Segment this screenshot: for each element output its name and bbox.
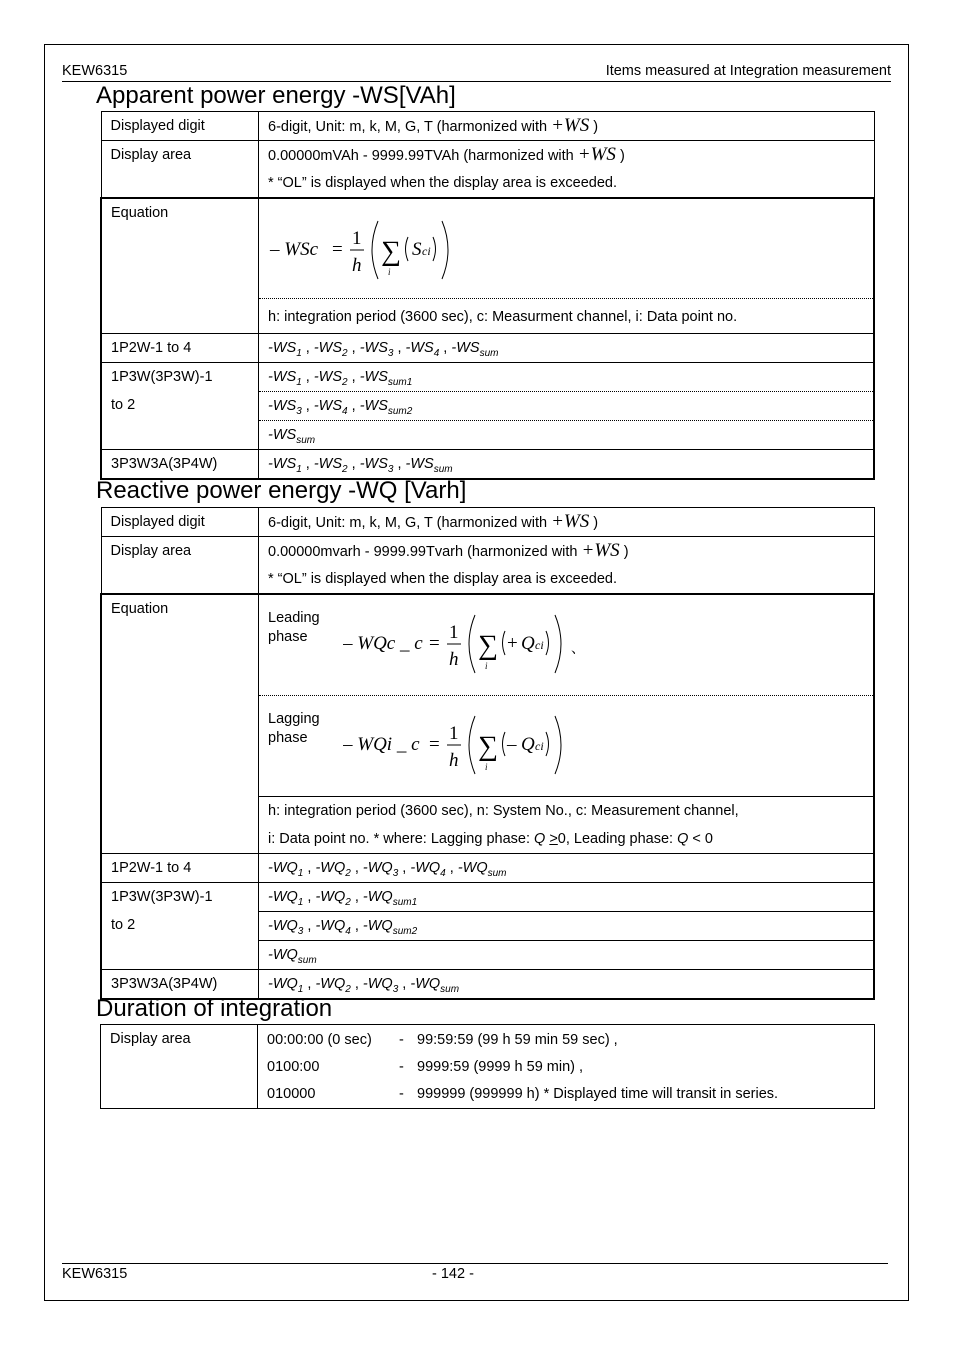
svg-text:Q: Q xyxy=(521,734,535,755)
svg-text:、: 、 xyxy=(571,642,585,657)
wq-plus-symbol: +WS xyxy=(551,511,590,532)
wq-leading-label-b: phase xyxy=(268,629,308,645)
wq-row-displayed-digit: Displayed digit 6-digit, Unit: m, k, M, G, T (harmonized with +WS ) xyxy=(101,508,874,537)
ws-displayed-digit-label: Displayed digit xyxy=(110,118,205,134)
wq-displayed-digit-value: 6-digit, Unit: m, k, M, G, T (harmonized with xyxy=(268,515,548,531)
svg-text:– WQc _ c: – WQc _ c xyxy=(343,633,423,654)
duration-line-3: 010000 - 999999 (999999 h) * Displayed time will transit in series. xyxy=(267,1086,779,1102)
ws-row-1p3w xyxy=(101,363,874,450)
wq-1p2w-values: $-WQ_1$ , $-WQ_2$ , $-WQ_3$ , $-WQ_4$ , $-WQ_{sum}$ xyxy=(268,860,507,879)
svg-text:=: = xyxy=(332,239,343,260)
svg-text:h: h xyxy=(449,750,459,771)
svg-text:ci: ci xyxy=(422,244,431,258)
ws-row-displayed-digit: Displayed digit 6-digit, Unit: m, k, M, G, T (harmonized with +WS ) xyxy=(101,112,874,141)
wq-lagging-label-b: phase xyxy=(268,730,308,746)
ws-1p3w-values-3: $-WS_{sum}$ xyxy=(259,420,873,449)
duration-line-2: 0100:00 - 9999:59 (9999 h 59 min) , xyxy=(267,1059,584,1075)
duration-section-title: Duration of integration xyxy=(96,995,333,1022)
ws-row-3p3w3a xyxy=(101,450,874,480)
wq-equation-label: Equation xyxy=(111,601,169,617)
page-header xyxy=(62,63,891,82)
svg-text:∑: ∑ xyxy=(381,236,401,267)
svg-text:1: 1 xyxy=(352,228,362,249)
ws-1p3w-values-2: $-WS_3$ , $-WS_4$ , $-WS_{sum2}$ xyxy=(259,391,873,420)
wq-1p3w-values-1: $-WQ_1$ , $-WQ_2$ , $-WQ_{sum1}$ xyxy=(268,889,418,908)
ws-1p3w-values-1: $-WS_1$ , $-WS_2$ , $-WS_{sum1}$ xyxy=(268,369,413,388)
wq-1p3w-label-a: 1P3W(3P3W)-1 xyxy=(111,889,213,905)
svg-text:S: S xyxy=(412,239,422,260)
ws-display-area-value: 0.00000mVAh - 9999.99TVAh (harmonized with xyxy=(268,148,574,164)
wq-1p3w-label-b: to 2 xyxy=(111,917,136,933)
wq-displayed-digit-label: Displayed digit xyxy=(110,514,205,530)
ws-1p2w-values: $-WS_1$ , $-WS_2$ , $-WS_3$ , $-WS_4$ , $-WS_{sum}$ xyxy=(268,340,499,359)
wq-row-1p3w xyxy=(101,883,874,970)
header-section: Items measured at Integration measurement xyxy=(605,63,891,79)
ws-display-area-label: Display area xyxy=(110,147,192,163)
ws-3p3w3a-label: 3P3W3A(3P4W) xyxy=(111,456,218,472)
wq-lagging-label-a: Lagging xyxy=(268,711,320,727)
svg-text:h: h xyxy=(449,649,459,670)
wq-1p3w-values-3: $-WQ_{sum}$ xyxy=(259,940,873,969)
ws-ol-note: * “OL” is displayed when the display area is exceeded. xyxy=(268,175,617,191)
wq-note-line-2: i: Data point no. * where: Lagging phase: Q >0, Leading phase: Q < 0 xyxy=(268,831,713,847)
wq-3p3w3a-values: $-WQ_1$ , $-WQ_2$ , $-WQ_3$ , $-WQ_{sum}$ xyxy=(268,976,460,995)
ws-plus-symbol: +WS xyxy=(551,115,590,136)
wq-row-1p2w xyxy=(101,854,874,883)
ws-1p3w-label-a: 1P3W(3P3W)-1 xyxy=(111,369,213,385)
svg-text:=: = xyxy=(429,633,440,654)
duration-row xyxy=(101,1025,875,1109)
ws-plus-symbol-2: +WS xyxy=(577,144,616,165)
page-footer xyxy=(62,1263,888,1286)
ws-table xyxy=(100,111,875,480)
svg-text:– WQi _ c: – WQi _ c xyxy=(343,734,420,755)
ws-row-display-area: Display area 0.00000mVAh - 9999.99TVAh (harmonized with +WS ) * “OL” is displayed when the display area is exceeded. xyxy=(101,141,874,199)
wq-1p3w-values-2: $-WQ_3$ , $-WQ_4$ , $-WQ_{sum2}$ xyxy=(259,911,873,940)
wq-note-line-1: h: integration period (3600 sec), n: System No., c: Measurement channel, xyxy=(268,803,739,819)
wq-row-equation xyxy=(101,594,874,854)
svg-text:1: 1 xyxy=(449,622,459,643)
svg-text:=: = xyxy=(429,734,440,755)
page-number: - 142 - xyxy=(432,1266,474,1282)
svg-text:ci: ci xyxy=(535,638,544,652)
duration-table xyxy=(100,1024,875,1109)
wq-section-title: Reactive power energy -WQ [Varh] xyxy=(96,477,467,504)
svg-text:i: i xyxy=(485,762,488,772)
svg-text:∑: ∑ xyxy=(478,630,498,661)
ws-equation xyxy=(259,199,873,298)
ws-1p3w-label-b: to 2 xyxy=(111,397,136,413)
svg-text:∑: ∑ xyxy=(478,731,498,762)
svg-text:1: 1 xyxy=(449,723,459,744)
ws-equation-label: Equation xyxy=(111,205,169,221)
ws-section-title: Apparent power energy -WS[VAh] xyxy=(96,82,456,109)
svg-text:ci: ci xyxy=(535,739,544,753)
svg-text:i: i xyxy=(388,267,391,277)
wq-leading-phase xyxy=(259,595,873,696)
ws-row-equation xyxy=(101,198,874,334)
ws-equation-formula xyxy=(268,199,488,298)
svg-text:h: h xyxy=(352,255,362,276)
wq-row-display-area: Display area 0.00000mvarh - 9999.99Tvarh (harmonized with +WS ) * “OL” is displayed when the display area is exceeded. xyxy=(101,537,874,595)
svg-text:–: – xyxy=(507,734,517,755)
wq-equation-note xyxy=(259,796,873,853)
wq-3p3w3a-label: 3P3W3A(3P4W) xyxy=(111,976,218,992)
footer-model: KEW6315 xyxy=(62,1266,128,1282)
wq-leading-formula xyxy=(343,595,603,694)
svg-text:– WSc: – WSc xyxy=(270,239,319,260)
wq-leading-label-a: Leading xyxy=(268,610,320,626)
wq-plus-symbol-2: +WS xyxy=(581,540,620,561)
duration-label: Display area xyxy=(110,1031,191,1047)
wq-display-area-value: 0.00000mvarh - 9999.99Tvarh (harmonized with xyxy=(268,544,578,560)
ws-equation-note: h: integration period (3600 sec), c: Measurment channel, i: Data point no. xyxy=(259,298,873,333)
svg-text:+: + xyxy=(507,633,518,654)
wq-lagging-formula xyxy=(343,696,603,795)
wq-lagging-phase xyxy=(259,696,873,796)
ws-1p2w-label: 1P2W-1 to 4 xyxy=(111,340,192,356)
ws-displayed-digit-value: 6-digit, Unit: m, k, M, G, T (harmonized with xyxy=(268,119,548,135)
wq-display-area-label: Display area xyxy=(110,543,192,559)
duration-line-1: 00:00:00 (0 sec) - 99:59:59 (99 h 59 min 59 sec) , xyxy=(267,1032,618,1048)
header-model: KEW6315 xyxy=(62,63,128,79)
ws-row-1p2w xyxy=(101,334,874,363)
wq-table xyxy=(100,507,875,1000)
svg-text:i: i xyxy=(485,661,488,671)
ws-3p3w3a-values: $-WS_1$ , $-WS_2$ , $-WS_3$ , $-WS_{sum}$ xyxy=(268,456,453,475)
svg-text:Q: Q xyxy=(521,633,535,654)
wq-ol-note: * “OL” is displayed when the display area is exceeded. xyxy=(268,571,617,587)
wq-1p2w-label: 1P2W-1 to 4 xyxy=(111,860,192,876)
